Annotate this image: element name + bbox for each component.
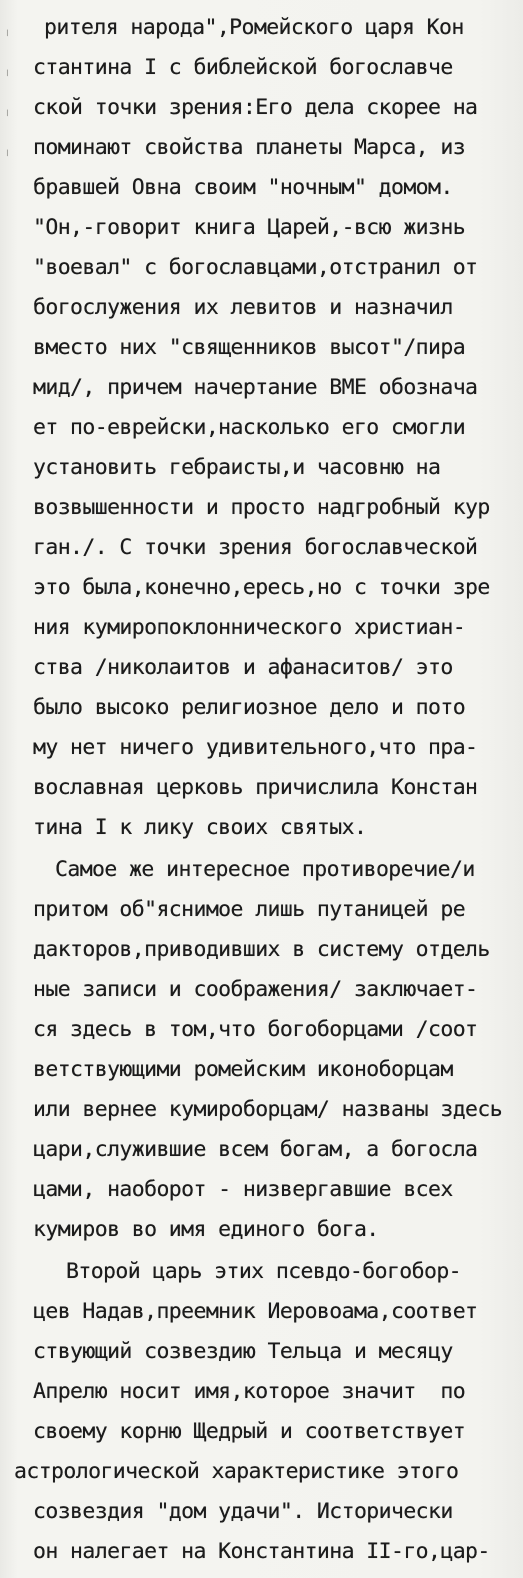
text-line: установить гебраисты,и часовню на <box>33 455 441 480</box>
text-line: богослужения их левитов и назначил <box>33 295 453 320</box>
text-line: цами, наоборот - низвергавшие всех <box>33 1177 453 1202</box>
text-line: "Он,-говорит книга Царей,-всю жизнь <box>33 215 466 240</box>
text-line: кумиров во имя единого бога. <box>33 1217 379 1242</box>
text-line: ные записи и соображения/ заключает- <box>33 977 478 1002</box>
text-line: созвездия "дом удачи". Исторически <box>33 1499 453 1524</box>
text-line: вместо них "священников высот"/пира <box>33 335 466 360</box>
text-line: мид/, причем начертание ВМЕ обознача <box>33 375 478 400</box>
text-line: ния кумиропоклоннического христиан- <box>33 615 466 640</box>
text-line: му нет ничего удивительного,что пра- <box>33 735 478 760</box>
text-line: Самое же интересное противоречие/и <box>55 857 475 882</box>
text-line: цари,служившие всем богам, а богосла <box>33 1137 478 1162</box>
text-line: возвышенности и просто надгробный кур <box>33 495 490 520</box>
text-line: ствующий созвездию Тельца и месяцу <box>33 1339 453 1364</box>
text-line: Второй царь этих псевдо-богобор- <box>66 1259 462 1284</box>
text-line: дакторов,приводивших в систему отдель <box>33 937 490 962</box>
text-line: рителя народа",Ромейского царя Кон <box>44 15 464 40</box>
text-line: ган./. С точки зрения богославческой <box>33 535 478 560</box>
text-line: он налегает на Константина II-го,цар- <box>33 1539 490 1564</box>
text-line: это была,конечно,ересь,но с точки зре <box>33 575 490 600</box>
margin-mark: ╵ <box>4 110 11 123</box>
text-line: бравшей Овна своим "ночным" домом. <box>33 175 453 200</box>
margin-mark: ╵ <box>4 150 11 163</box>
text-line: астрологической характеристике этого <box>14 1459 459 1484</box>
margin-mark: ╵ <box>4 70 11 83</box>
text-line: стантина I с библейской богославче <box>33 55 453 80</box>
text-line: своему корню Щедрый и соответствует <box>33 1419 466 1444</box>
text-line: "воевал" с богославцами,отстранил от <box>33 255 478 280</box>
text-line: ветствующими ромейским иконоборцам <box>33 1057 453 1082</box>
text-line: цев Надав,преемник Иеровоама,соответ <box>33 1299 478 1324</box>
text-line: ской точки зрения:Его дела скорее на <box>33 95 478 120</box>
text-line: Апрелю носит имя,которое значит по <box>33 1379 466 1404</box>
text-line: вославная церковь причислила Констан <box>33 775 478 800</box>
margin-mark: ╵ <box>4 30 11 43</box>
text-line: ства /николаитов и афанаситов/ это <box>33 655 453 680</box>
text-line: притом об"яснимое лишь путаницей ре <box>33 897 466 922</box>
text-line: поминают свойства планеты Марса, из <box>33 135 466 160</box>
text-line: тина I к лику своих святых. <box>33 815 367 840</box>
text-line: ся здесь в том,что богоборцами /соот <box>33 1017 478 1042</box>
text-line: было высоко религиозное дело и пото <box>33 695 466 720</box>
text-line: или вернее кумироборцам/ названы здесь <box>33 1097 503 1122</box>
text-line: ет по-еврейски,насколько его смогли <box>33 415 466 440</box>
